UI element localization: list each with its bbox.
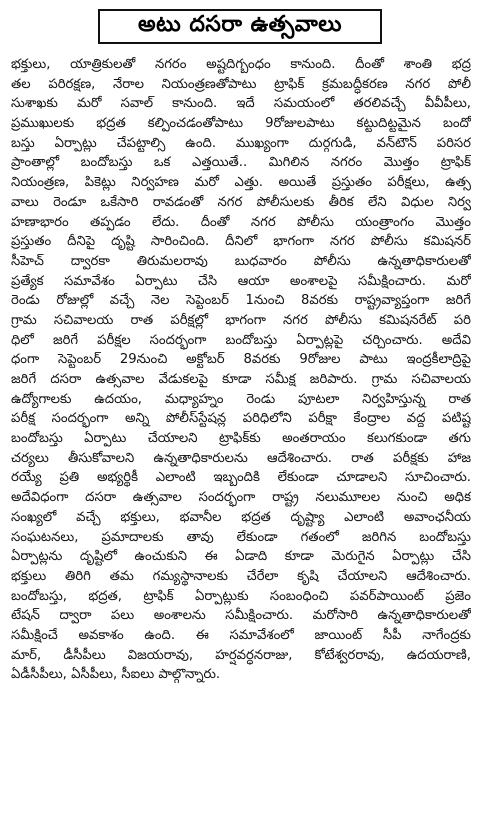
body-line: ప్రముఖులకు భద్రత కల్పించడంతోపాటు 9రోజులపాటు కట్టుదిట్టమైన బందో (11, 116, 471, 132)
body-line: గ్రామ సచివాలయ రాత పరీక్షల్లో భాగంగా నగర పోలీసు కమిషనరేట్ పరి (11, 312, 471, 328)
body-line: భక్తులు తిరిగి తమ గమ్యస్థానాలకు చేరేలా కృషి చేయాలని ఆదేశించారు. (11, 568, 471, 584)
body-line: ధంగా సెప్టెంబర్ 29నుంచి అక్టోబర్ 8వరకు 9రోజుల పాటు ఇంద్రకీలాద్రిపై (11, 352, 471, 368)
body-line: ఉద్యోగాలకు ఉదయం, మధ్యాహ్నం రెండు పూటలా నిర్వహిస్తున్న రాత (11, 391, 471, 407)
body-line: బందోబస్తు ఏర్పాటు చేయాలని ట్రాఫిక్‌కు అంతరాయం కలుగకుండా తగు (11, 431, 471, 447)
body-line: రెండు రోజుల్లో వచ్చే నెల సెప్టెంబర్ 1నుంచి 8వరకు రాష్ట్రవ్యాప్తంగా జరిగే (11, 293, 471, 309)
headline-box (98, 9, 382, 44)
body-line: వాలు రెండూ ఒకేసారి రావడంతో నగర పోలీసులకు తీరిక లేని విధుల నిర్వ (11, 194, 471, 210)
body-line: రయ్యే ప్రతి అభ్యర్థికీ ఎలాంటి ఇబ్బందికి లేకుండా చూడాలని సూచించారు. (11, 470, 471, 486)
headline: అటు దసరా ఉత్సవాలు (137, 11, 342, 37)
body-line: అదేవిధంగా దసరా ఉత్సవాల సందర్భంగా రాష్ట్ర నలుమూలల నుంచి అధిక (11, 490, 471, 506)
article-body (11, 55, 471, 685)
body-line: హణాభారం తప్పడం లేదు. దీంతో నగర పోలీసు యంత్రాంగం మొత్తం (11, 214, 471, 230)
body-line: బస్తు ఏర్పాట్లు చేపట్టాల్సి ఉంది. ముఖ్యంగా దుర్గగుడి, వన్‌టౌన్ పరిసర (11, 135, 471, 151)
body-line: బందోబస్తు, భద్రత, ట్రాఫిక్ ఏర్పాట్లుకు సంబంధించి పవర్‌పాయింట్ ప్రజెం (11, 588, 471, 604)
body-line: తల పరిరక్షణ, నేరాల నియంత్రణతోపాటు ట్రాఫిక్ క్రమబద్ధీకరణ నగర పోలీ (11, 76, 471, 92)
body-line: నియంత్రణ, పికెట్లు నిర్వహణ మరో ఎత్తు. అయితే ప్రస్తుతం పరీక్షలు, ఉత్స (11, 175, 471, 191)
body-line: సమీక్షించే అవకాశం ఉంది. ఈ సమావేశంలో జాయింట్ సీపీ నాగేంద్రకు (11, 627, 471, 643)
body-line: సుశాఖకు మరో సవాల్ కానుంది. ఇదే సమయంలో తరలివచ్చే వీవీపీలు, (11, 96, 471, 112)
body-line: పరీక్ష సందర్భంగా అన్ని పోలీస్‌స్టేషన్ల పరిధిలోని పరీక్షా కేంద్రాల వద్ద పటిష్ట (11, 411, 471, 427)
body-line: ఏర్పాట్లను దృష్టిలో ఉంచుకుని ఈ ఏడాది కూడా మెరుగైన ఏర్పాట్లు చేసి (11, 549, 471, 565)
body-line: సంఖ్యలో వచ్చే భక్తులు, భవానీల భద్రత దృష్ట్యా ఎలాంటి అవాంఛనీయ (11, 509, 471, 525)
body-line: టేషన్ ద్వారా పలు అంశాలను సమీక్షించారు. మరోసారి ఉన్నతాధికారులతో (11, 608, 471, 624)
body-line: భక్తులు, యాత్రికులతో నగరం అష్టదిగ్బంధం కానుంది. దీంతో శాంతి భద్ర (11, 57, 471, 72)
body-line: చర్యలు తీసుకోవాలని ఉన్నతాధికారులను ఆదేశించారు. రాత పరీక్షకు హాజ (11, 450, 471, 466)
body-line: ఏడీసీపీలు, ఏసీపీలు, సీఐలు పాల్గొన్నారు. (11, 667, 221, 683)
body-line: ప్రాంతాల్లో బందోబస్తు ఒక ఎత్తయితే.. మిగిలిన నగరం మొత్తం ట్రాఫిక్ (11, 155, 471, 171)
body-line: ధిలో జరిగే పరీక్షల సందర్భంగా బందోబస్తు ఏర్పాట్లపై చర్చించారు. అదేవి (11, 332, 471, 348)
body-line: జరిగే దసరా ఉత్సవాల వేడుకలపై కూడా సమీక్ష జరిపారు. గ్రామ సచివాలయ (11, 372, 471, 387)
body-line: సంఘటనలు, ప్రమాదాలకు తావు లేకుండా గతంలో జరిగిన బందోబస్తు (11, 529, 471, 545)
body-line: మార్, డీసీపీలు విజయరావు, హర్షవర్ధనరాజు, కోటేశ్వరరావు, ఉదయరాణి, (11, 647, 471, 663)
body-line: సీహెచ్ ద్వారకా తిరుమలరావు బుధవారం పోలీసు ఉన్నతాధికారులతో (11, 253, 471, 269)
body-line: ప్రత్యేక సమావేశం ఏర్పాటు చేసి ఆయా అంశాలపై సమీక్షించారు. మరో (11, 273, 471, 289)
body-line: ప్రస్తుతం దీనిపై దృష్టి సారించింది. దీనిలో భాగంగా నగర పోలీసు కమిషనర్ (11, 234, 471, 250)
